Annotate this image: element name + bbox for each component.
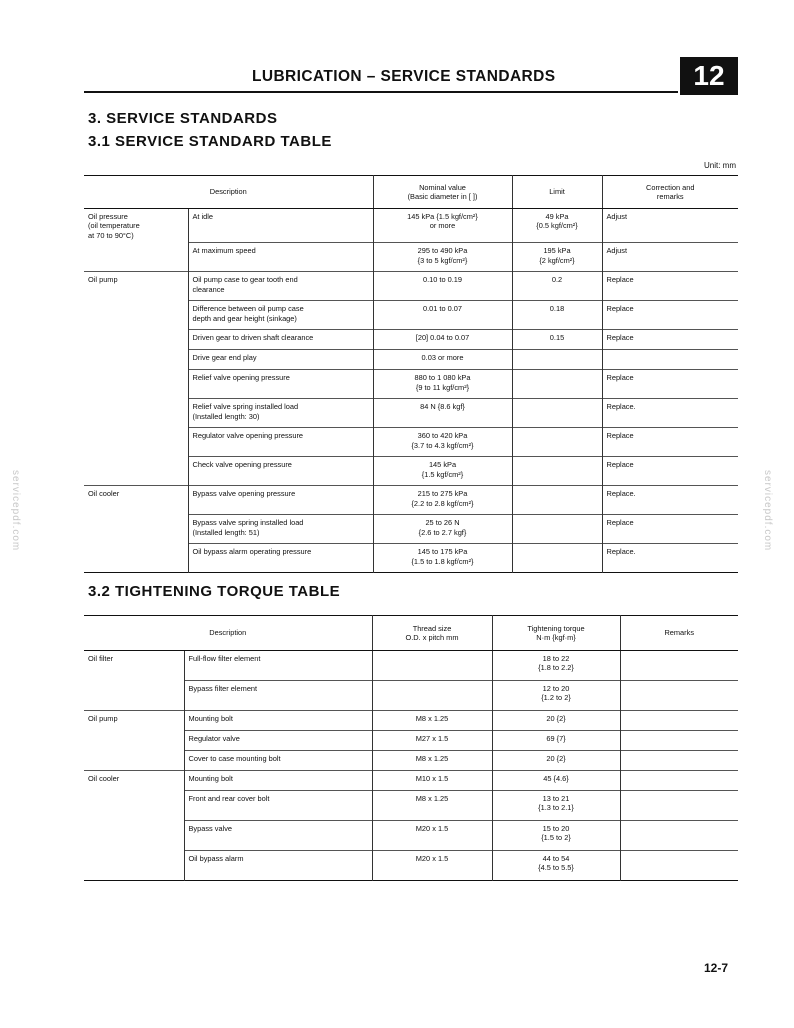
row-remark-cell — [620, 681, 738, 711]
row-remark-cell — [620, 791, 738, 821]
row-nominal-cell: 145 kPa {1.5 kgf/cm²} — [373, 457, 512, 486]
tightening-torque-table — [84, 615, 738, 881]
row-nominal-cell: 145 to 175 kPa {1.5 to 1.8 kgf/cm²} — [373, 544, 512, 573]
row-group-cell — [84, 428, 188, 457]
row-remark-cell: Replace — [602, 428, 738, 457]
table-row — [84, 350, 738, 370]
table-row — [84, 851, 738, 881]
row-remark-cell: Replace — [602, 370, 738, 399]
row-group-cell — [84, 821, 184, 851]
row-nominal-cell: 880 to 1 080 kPa {9 to 11 kgf/cm²} — [373, 370, 512, 399]
table-row — [84, 821, 738, 851]
col-header-remarks: Remarks — [620, 616, 738, 651]
row-torque-cell: 13 to 21 {1.3 to 2.1} — [492, 791, 620, 821]
row-thread-cell: M20 x 1.5 — [372, 851, 492, 881]
row-description-cell: Check valve opening pressure — [188, 457, 373, 486]
table-row — [84, 370, 738, 399]
row-limit-cell — [512, 350, 602, 370]
row-description-cell: Bypass filter element — [184, 681, 372, 711]
row-description-cell: Regulator valve — [184, 731, 372, 751]
row-remark-cell: Replace — [602, 515, 738, 544]
row-torque-cell: 12 to 20 {1.2 to 2} — [492, 681, 620, 711]
row-nominal-cell: 0.03 or more — [373, 350, 512, 370]
row-description-cell: Oil bypass alarm operating pressure — [188, 544, 373, 573]
row-group-cell — [84, 350, 188, 370]
table-row — [84, 544, 738, 573]
row-limit-cell: 0.18 — [512, 301, 602, 330]
row-remark-cell — [602, 350, 738, 370]
watermark-right: servicepdf.com — [762, 470, 773, 552]
row-remark-cell: Replace — [602, 457, 738, 486]
page-number: 12-7 — [704, 961, 729, 975]
table-row — [84, 428, 738, 457]
row-torque-cell: 20 {2} — [492, 711, 620, 731]
row-description-cell: Drive gear end play — [188, 350, 373, 370]
row-nominal-cell: 0.01 to 0.07 — [373, 301, 512, 330]
table-row — [84, 272, 738, 301]
table-row — [84, 751, 738, 771]
row-description-cell: Oil pump case to gear tooth end clearance — [188, 272, 373, 301]
table-row — [84, 243, 738, 272]
row-group-cell — [84, 399, 188, 428]
row-group-cell: Oil pump — [84, 272, 188, 301]
row-remark-cell: Replace — [602, 330, 738, 350]
row-description-cell: Relief valve opening pressure — [188, 370, 373, 399]
table2-title: 3.2 TIGHTENING TORQUE TABLE — [88, 583, 341, 600]
row-description-cell: Full-flow filter element — [184, 651, 372, 681]
col-header-nominal: Nominal value (Basic diameter in [ ]) — [373, 176, 512, 209]
chapter-number-badge: 12 — [680, 57, 738, 95]
row-thread-cell: M8 x 1.25 — [372, 711, 492, 731]
row-nominal-cell: 360 to 420 kPa {3.7 to 4.3 kgf/cm²} — [373, 428, 512, 457]
row-description-cell: Bypass valve — [184, 821, 372, 851]
row-thread-cell: M8 x 1.25 — [372, 751, 492, 771]
row-thread-cell: M27 x 1.5 — [372, 731, 492, 751]
row-thread-cell: M20 x 1.5 — [372, 821, 492, 851]
row-group-cell: Oil pressure (oil temperature at 70 to 90°C) — [84, 209, 188, 243]
col-header-torque: Tightening torque N·m {kgf·m} — [492, 616, 620, 651]
row-remark-cell: Replace. — [602, 486, 738, 515]
table-row — [84, 330, 738, 350]
row-group-cell — [84, 330, 188, 350]
table-row — [84, 731, 738, 751]
page-header-title: LUBRICATION – SERVICE STANDARDS — [252, 68, 556, 85]
row-thread-cell: M8 x 1.25 — [372, 791, 492, 821]
row-torque-cell: 18 to 22 {1.8 to 2.2} — [492, 651, 620, 681]
row-thread-cell — [372, 681, 492, 711]
row-group-cell: Oil filter — [84, 651, 184, 681]
row-group-cell: Oil cooler — [84, 771, 184, 791]
row-nominal-cell: [20] 0.04 to 0.07 — [373, 330, 512, 350]
row-remark-cell — [620, 711, 738, 731]
watermark-left: servicepdf.com — [10, 470, 21, 552]
row-group-cell — [84, 851, 184, 881]
row-torque-cell: 45 {4.6} — [492, 771, 620, 791]
col-header-thread: Thread size O.D. x pitch mm — [372, 616, 492, 651]
row-remark-cell: Replace. — [602, 399, 738, 428]
row-description-cell: Regulator valve opening pressure — [188, 428, 373, 457]
table-row — [84, 681, 738, 711]
table1-title: 3.1 SERVICE STANDARD TABLE — [88, 133, 332, 150]
table-row — [84, 301, 738, 330]
table-row — [84, 791, 738, 821]
row-nominal-cell: 215 to 275 kPa {2.2 to 2.8 kgf/cm²} — [373, 486, 512, 515]
row-torque-cell: 69 {7} — [492, 731, 620, 751]
col-header-limit: Limit — [512, 176, 602, 209]
row-description-cell: Bypass valve spring installed load (Installed length: 51) — [188, 515, 373, 544]
row-limit-cell — [512, 544, 602, 573]
row-remark-cell: Replace — [602, 301, 738, 330]
row-description-cell: Relief valve spring installed load (Installed length: 30) — [188, 399, 373, 428]
row-torque-cell: 44 to 54 {4.5 to 5.5} — [492, 851, 620, 881]
table-row — [84, 486, 738, 515]
row-limit-cell — [512, 370, 602, 399]
row-limit-cell — [512, 515, 602, 544]
row-limit-cell — [512, 457, 602, 486]
section-title: 3. SERVICE STANDARDS — [88, 110, 278, 127]
row-nominal-cell: 145 kPa {1.5 kgf/cm²} or more — [373, 209, 512, 243]
row-remark-cell — [620, 851, 738, 881]
row-group-cell — [84, 681, 184, 711]
row-limit-cell — [512, 428, 602, 457]
row-remark-cell — [620, 651, 738, 681]
row-remark-cell — [620, 821, 738, 851]
row-description-cell: Difference between oil pump case depth and gear height (sinkage) — [188, 301, 373, 330]
row-group-cell: Oil cooler — [84, 486, 188, 515]
row-torque-cell: 20 {2} — [492, 751, 620, 771]
row-limit-cell: 0.15 — [512, 330, 602, 350]
table-row — [84, 399, 738, 428]
service-standard-table — [84, 175, 738, 573]
row-group-cell: Oil pump — [84, 711, 184, 731]
row-remark-cell: Replace. — [602, 544, 738, 573]
row-remark-cell — [620, 771, 738, 791]
row-group-cell — [84, 301, 188, 330]
row-remark-cell: Replace — [602, 272, 738, 301]
row-description-cell: Oil bypass alarm — [184, 851, 372, 881]
row-limit-cell: 49 kPa {0.5 kgf/cm²} — [512, 209, 602, 243]
col-header-description: Description — [84, 176, 373, 209]
row-remark-cell: Adjust — [602, 209, 738, 243]
row-limit-cell: 195 kPa {2 kgf/cm²} — [512, 243, 602, 272]
row-limit-cell: 0.2 — [512, 272, 602, 301]
row-group-cell — [84, 457, 188, 486]
row-thread-cell: M10 x 1.5 — [372, 771, 492, 791]
row-nominal-cell: 295 to 490 kPa {3 to 5 kgf/cm²} — [373, 243, 512, 272]
row-description-cell: Cover to case mounting bolt — [184, 751, 372, 771]
row-group-cell — [84, 243, 188, 272]
row-remark-cell: Adjust — [602, 243, 738, 272]
row-description-cell: Bypass valve opening pressure — [188, 486, 373, 515]
row-description-cell: Mounting bolt — [184, 771, 372, 791]
row-nominal-cell: 25 to 26 N {2.6 to 2.7 kgf} — [373, 515, 512, 544]
row-group-cell — [84, 544, 188, 573]
row-group-cell — [84, 731, 184, 751]
row-group-cell — [84, 791, 184, 821]
row-remark-cell — [620, 731, 738, 751]
row-nominal-cell: 0.10 to 0.19 — [373, 272, 512, 301]
row-description-cell: Front and rear cover bolt — [184, 791, 372, 821]
row-torque-cell: 15 to 20 {1.5 to 2} — [492, 821, 620, 851]
row-remark-cell — [620, 751, 738, 771]
row-nominal-cell: 84 N {8.6 kgf} — [373, 399, 512, 428]
table-row — [84, 771, 738, 791]
row-limit-cell — [512, 486, 602, 515]
row-thread-cell — [372, 651, 492, 681]
unit-label: Unit: mm — [704, 161, 736, 170]
row-description-cell: Mounting bolt — [184, 711, 372, 731]
table-row — [84, 515, 738, 544]
table-row — [84, 209, 738, 243]
col-header-correction: Correction and remarks — [602, 176, 738, 209]
row-description-cell: Driven gear to driven shaft clearance — [188, 330, 373, 350]
table-row — [84, 711, 738, 731]
row-group-cell — [84, 370, 188, 399]
row-group-cell — [84, 751, 184, 771]
row-description-cell: At idle — [188, 209, 373, 243]
row-description-cell: At maximum speed — [188, 243, 373, 272]
row-limit-cell — [512, 399, 602, 428]
row-group-cell — [84, 515, 188, 544]
col-header-description: Description — [84, 616, 372, 651]
header-rule — [84, 91, 678, 93]
table-row — [84, 651, 738, 681]
table-row — [84, 457, 738, 486]
